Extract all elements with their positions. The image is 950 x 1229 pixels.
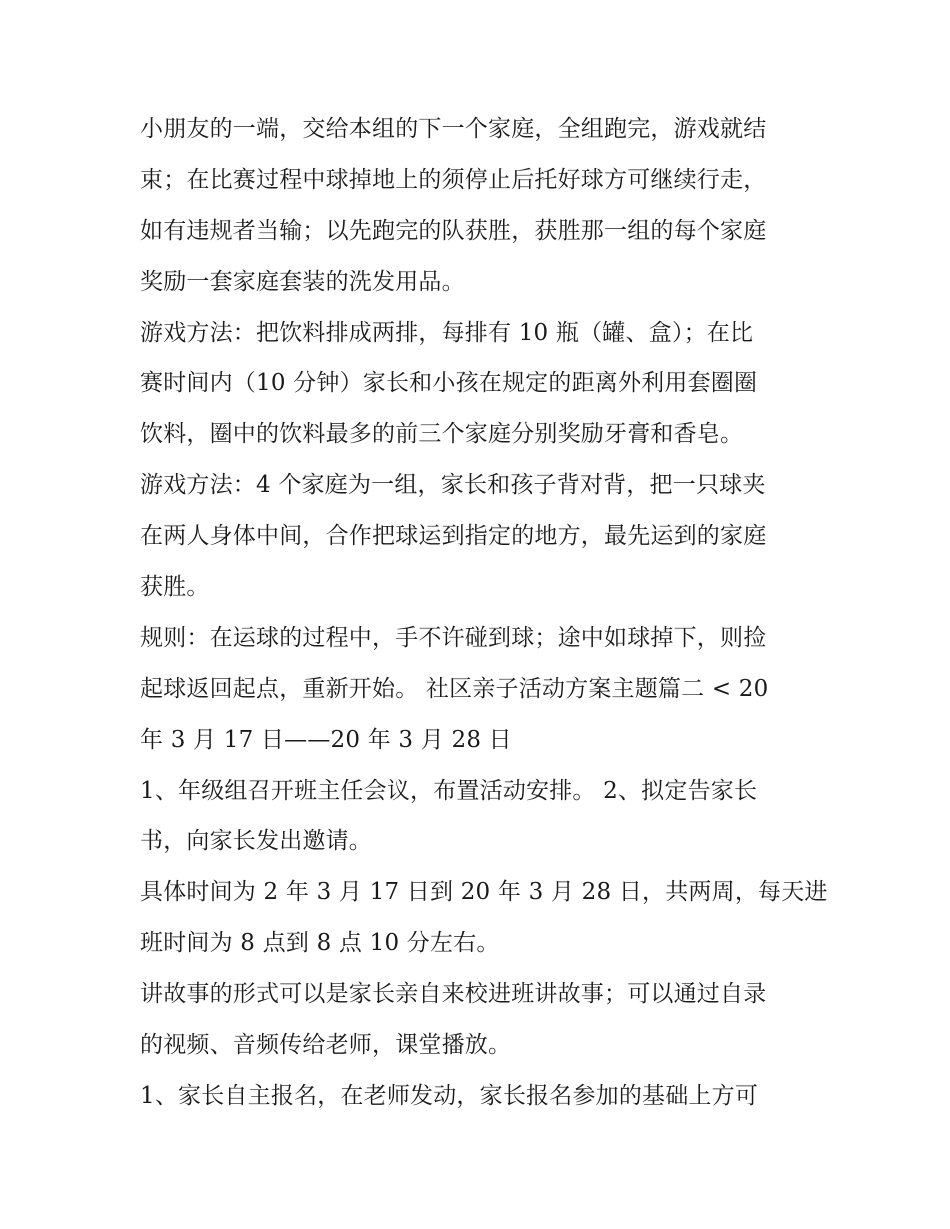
text-line: 获胜。 [140, 574, 210, 601]
text-line: 讲故事的形式可以是家长亲自来校进班讲故事；可以通过自录 [140, 981, 767, 1008]
text-line: 1、家长自主报名，在老师发动，家长报名参加的基础上方可 [140, 1082, 759, 1109]
text-line: 书，向家长发出邀请。 [140, 828, 372, 855]
text-line: 1、年级组召开班主任会议，布置活动安排。 2、拟定告家长 [140, 777, 758, 804]
paragraph-registration [140, 1071, 820, 1122]
text-line: 奖励一套家庭套装的洗发用品。 [140, 268, 465, 295]
text-line: 具体时间为 2 年 3 月 17 日到 20 年 3 月 28 日，共两周，每天进 [140, 879, 828, 906]
text-line: 起球返回起点，重新开始。 社区亲子活动方案主题篇二 < 20 [140, 675, 769, 702]
paragraph-schedule [140, 867, 828, 969]
paragraph-rules-and-dates [140, 613, 820, 766]
paragraph-relay-rules [140, 104, 820, 308]
text-line: 束；在比赛过程中球掉地上的须停止后托好球方可继续行走， [140, 166, 767, 193]
text-line: 游戏方法：4 个家庭为一组，家长和孩子背对背，把一只球夹 [140, 472, 766, 499]
text-line: 小朋友的一端，交给本组的下一个家庭，全组跑完，游戏就结 [140, 116, 767, 142]
paragraph-storytelling-format [140, 969, 820, 1071]
text-line: 在两人身体中间，合作把球运到指定的地方，最先运到的家庭 [140, 523, 767, 550]
text-line: 年 3 月 17 日——20 年 3 月 28 日 [140, 726, 512, 753]
text-line: 游戏方法：把饮料排成两排，每排有 10 瓶（罐、盒）；在比 [140, 319, 754, 346]
paragraph-preparation [140, 766, 820, 868]
text-line: 规则：在运球的过程中，手不许碰到球；途中如球掉下，则捡 [140, 624, 767, 651]
text-line: 班时间为 8 点到 8 点 10 分左右。 [140, 930, 500, 957]
paragraph-ring-toss [140, 308, 820, 461]
text-line: 的视频、音频传给老师，课堂播放。 [140, 1032, 512, 1059]
text-line: 赛时间内（10 分钟）家长和小孩在规定的距离外利用套圈圈 [140, 370, 758, 397]
text-line: 如有违规者当输；以先跑完的队获胜，获胜那一组的每个家庭 [140, 217, 767, 244]
paragraph-back-to-back [140, 460, 820, 613]
text-line: 饮料，圈中的饮料最多的前三个家庭分别奖励牙膏和香皂。 [140, 421, 744, 448]
document-body [140, 104, 828, 1122]
